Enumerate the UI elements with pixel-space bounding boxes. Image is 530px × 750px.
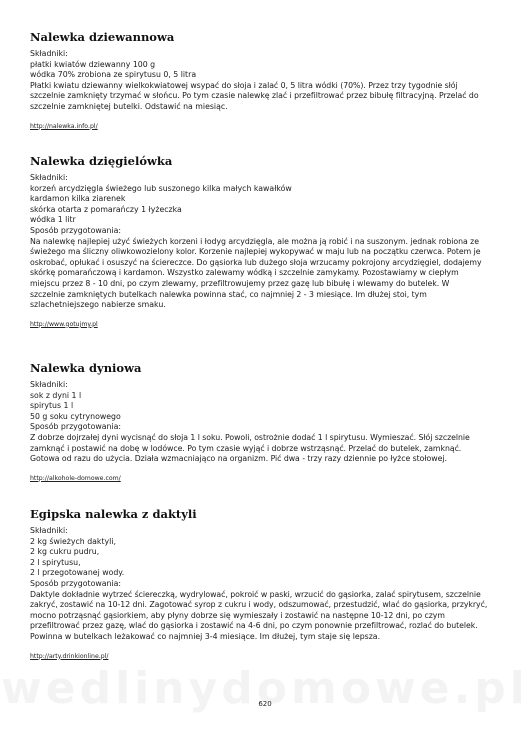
recipe-title: Egipska nalewka z daktyli bbox=[30, 507, 197, 521]
ingredient-line: kardamon kilka ziarenek bbox=[30, 194, 126, 204]
recipe-nalewka-dziewannowa bbox=[30, 30, 510, 132]
ingredients-label: Składniki: bbox=[30, 526, 68, 535]
source-link[interactable]: http://nalewka.info.pl/ bbox=[30, 122, 98, 130]
method-label: Sposób przygotowania: bbox=[30, 422, 122, 432]
method-line: Gotowa od razu do użycia. Działa wzmacniająco na organizm. Pić dwa - trzy razy dziennie po łyżce stołowej. bbox=[30, 454, 447, 464]
recipe-nalewka-dziegielowka bbox=[30, 154, 510, 330]
ingredient-line: spirytus 1 l bbox=[30, 401, 74, 411]
ingredient-line: wódka 1 litr bbox=[30, 215, 76, 225]
ingredients-label: Składniki: bbox=[30, 173, 68, 182]
ingredients-label: Składniki: bbox=[30, 380, 68, 389]
method-line: skórkę pomarańczową i kardamon. Wszystko zalewamy wódką i szczelnie zamykamy. Pozostawiamy w ciepłym bbox=[30, 268, 459, 278]
ingredient-line: 2 l spirytusu, bbox=[30, 557, 81, 567]
method-line: mocno potrząsnąć gąsiorkiem, aby płyny dobrze się wymieszały i zostawić na następne 10-12 dni, po czym bbox=[30, 610, 445, 620]
recipe-title: Nalewka dzięgielówka bbox=[30, 154, 173, 168]
recipe-nalewka-dyniowa bbox=[30, 361, 510, 484]
page-number: 620 bbox=[258, 700, 272, 708]
ingredient-line: 2 kg świeżych daktyli, bbox=[30, 536, 116, 546]
recipe-egipska-nalewka-z-daktyli bbox=[30, 507, 510, 662]
ingredient-line: korzeń arcydzięgla świeżego lub suszonego kilka małych kawałków bbox=[30, 183, 292, 193]
method-line: Daktyle dokładnie wytrzeć ściereczką, wydrylować, pokroić w paski, wrzucić do gąsiorka, zalać spirytusem, szczelnie bbox=[30, 589, 481, 599]
method-line: zakryć, zostawić na 10-12 dni. Zagotować syrop z cukru i wody, odszumować, przestudzić, wlać do gąsiorka, przykryć, bbox=[30, 600, 488, 610]
ingredients-label: Składniki: bbox=[30, 49, 68, 58]
method-line: oskrobać, opłukać i osuszyć na ściereczce. Do gąsiorka lub dużego słoja wrzucamy pokrojony arcydzięgiel, dodajemy bbox=[30, 257, 482, 267]
source-link[interactable]: http://arty.drinkionline.pl/ bbox=[30, 652, 109, 660]
method-line: szczelnie zamknięty trzymać w słońcu. Po tym czasie nalewkę zlać i przefiltrować przez bibułę filtracyjną. Przelać do bbox=[30, 91, 479, 101]
ingredient-line: skórka otarta z pomarańczy 1 łyżeczka bbox=[30, 204, 182, 214]
method-line: szczelnie zamkniętych butelkach nalewka powinna stać, co najmniej 2 - 3 miesiące. Im dłużej stoi, tym bbox=[30, 289, 427, 299]
ingredient-line: 2 l przegotowanej wody. bbox=[30, 568, 125, 578]
method-line: Na nalewkę najlepiej użyć świeżych korzeni i łodyg arcydzięgla, ale można ją robić i na suszonym. jednak robiona ze bbox=[30, 236, 479, 246]
method-line: szczelnie zamkniętej butelki. Odstawić na miesiąc. bbox=[30, 101, 228, 111]
method-label: Sposób przygotowania: bbox=[30, 225, 122, 235]
method-line: Z dobrze dojrzałej dyni wycisnąć do słoja 1 l soku. Powoli, ostrożnie dodać 1 l spirytusu. Wymieszać. Słój szczelnie bbox=[30, 432, 470, 442]
method-line: przefiltrować przez gazę, wlać do gąsiorka i zostawić na 4-6 dni, po czym ponownie przefiltrować, rozlać do butelek. bbox=[30, 621, 478, 631]
method-line: Powinna w butelkach leżakować co najmniej 3-4 miesiące. Im dłużej, tym staje się lepsza. bbox=[30, 631, 381, 641]
ingredient-line: sok z dyni 1 l bbox=[30, 390, 82, 400]
method-line: Płatki kwiatu dziewanny wielkokwiatowej wsypać do słoja i zalać 0, 5 litra wódki (70%). Przez trzy tygodnie słój bbox=[30, 80, 458, 90]
recipe-title: Nalewka dyniowa bbox=[30, 361, 142, 375]
method-line: świeżego ma śliczny oliwkowozielony kolor. Korzenie najlepiej wykopywać w maju lub na początku czerwca. Potem je bbox=[30, 247, 481, 257]
source-link[interactable]: http://www.gotujmy.pl bbox=[30, 320, 98, 328]
method-line: miejscu przez 8 - 10 dni, po czym zlewamy, przefiltrowujemy przez gazę lub bibułę i wlewamy do butelek. W bbox=[30, 278, 450, 288]
method-line: szlachetniejszego nabierze smaku. bbox=[30, 300, 166, 310]
ingredient-line: płatki kwiatów dziewanny 100 g bbox=[30, 59, 156, 69]
ingredient-line: 50 g soku cytrynowego bbox=[30, 411, 121, 421]
ingredient-line: 2 kg cukru pudru, bbox=[30, 547, 100, 557]
method-label: Sposób przygotowania: bbox=[30, 578, 122, 588]
source-link[interactable]: http://alkohole-domowe.com/ bbox=[30, 474, 121, 482]
recipe-title: Nalewka dziewannowa bbox=[30, 30, 175, 44]
ingredient-line: wódka 70% zrobiona ze spirytusu 0, 5 litra bbox=[30, 70, 197, 80]
method-line: zamknąć i postawić na dobę w lodówce. Po tym czasie wyjąć i dobrze wstrząsnąć. Przelać do butelek, zamknąć. bbox=[30, 443, 462, 453]
